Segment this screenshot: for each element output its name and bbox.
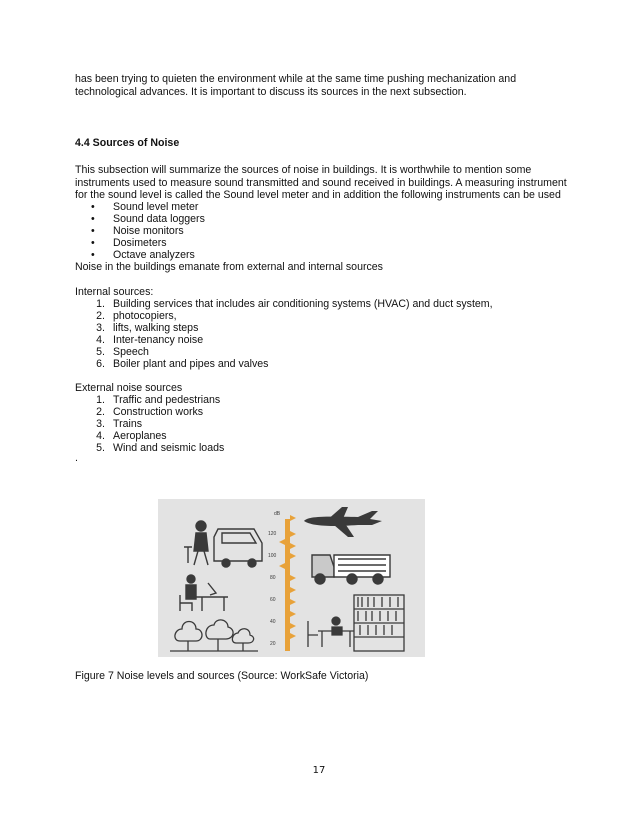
emanate-sentence: Noise in the buildings emanate from external and internal sources	[75, 261, 383, 273]
external-item: Aeroplanes	[113, 430, 167, 442]
noise-levels-figure	[158, 499, 425, 657]
internal-item: lifts, walking steps	[113, 322, 199, 334]
trailing-dot: .	[75, 452, 78, 464]
internal-item: Boiler plant and pipes and valves	[113, 358, 269, 370]
section-paragraph-line-2: instruments used to measure sound transmitted and sound received in buildings. A measuring instrument	[75, 177, 567, 189]
scale-tick: 100	[268, 553, 277, 559]
train-truck-icon	[312, 555, 390, 584]
external-item: Traffic and pedestrians	[113, 394, 221, 406]
internal-item: Inter-tenancy noise	[113, 334, 204, 346]
external-number: 3.	[96, 418, 105, 430]
internal-number: 4.	[96, 334, 105, 346]
external-number: 1.	[96, 394, 105, 406]
instrument-item: Noise monitors	[113, 225, 184, 237]
section-paragraph-line-3: for the sound level is called the Sound level meter and in addition the following instruments can be used	[75, 189, 561, 201]
internal-item: photocopiers,	[113, 310, 177, 322]
scale-tick: 20	[270, 641, 276, 647]
scale-tick: 80	[270, 575, 276, 581]
internal-number: 6.	[96, 358, 105, 370]
external-item: Trains	[113, 418, 143, 430]
external-number: 2.	[96, 406, 105, 418]
section-paragraph-line-1: This subsection will summarize the sources of noise in buildings. It is worthwhile to mention some	[75, 164, 532, 176]
external-item: Wind and seismic loads	[113, 442, 225, 454]
external-number: 4.	[96, 430, 105, 442]
instrument-item: Sound data loggers	[113, 213, 205, 225]
instrument-bullet: •	[91, 237, 95, 249]
instrument-item: Dosimeters	[113, 237, 167, 249]
internal-number: 3.	[96, 322, 105, 334]
scale-bar	[285, 519, 290, 651]
instrument-bullet: •	[91, 213, 95, 225]
intro-line-1: has been trying to quieten the environment while at the same time pushing mechanization and	[75, 73, 517, 85]
page-number: 17	[312, 765, 326, 776]
instrument-bullet: •	[91, 225, 95, 237]
intro-line-2: technological advances. It is important to discuss its sources in the next subsection.	[75, 86, 467, 98]
scale-tick: 40	[270, 619, 276, 625]
scale-tick: 60	[270, 597, 276, 603]
scale-tick: 120	[268, 531, 277, 537]
internal-heading: Internal sources:	[75, 286, 154, 298]
internal-item: Building services that includes air conditioning systems (HVAC) and duct system,	[113, 298, 493, 310]
internal-number: 1.	[96, 298, 105, 310]
internal-number: 5.	[96, 346, 105, 358]
instrument-bullet: •	[91, 201, 95, 213]
external-number: 5.	[96, 442, 105, 454]
internal-number: 2.	[96, 310, 105, 322]
section-heading: 4.4 Sources of Noise	[75, 137, 180, 149]
external-heading: External noise sources	[75, 382, 183, 394]
instrument-item: Octave analyzers	[113, 249, 195, 261]
figure-caption: Figure 7 Noise levels and sources (Source: WorkSafe Victoria)	[75, 670, 369, 682]
external-item: Construction works	[113, 406, 204, 418]
scale-unit: dB	[274, 511, 281, 517]
instrument-bullet: •	[91, 249, 95, 261]
instrument-item: Sound level meter	[113, 201, 199, 213]
internal-item: Speech	[113, 346, 149, 358]
